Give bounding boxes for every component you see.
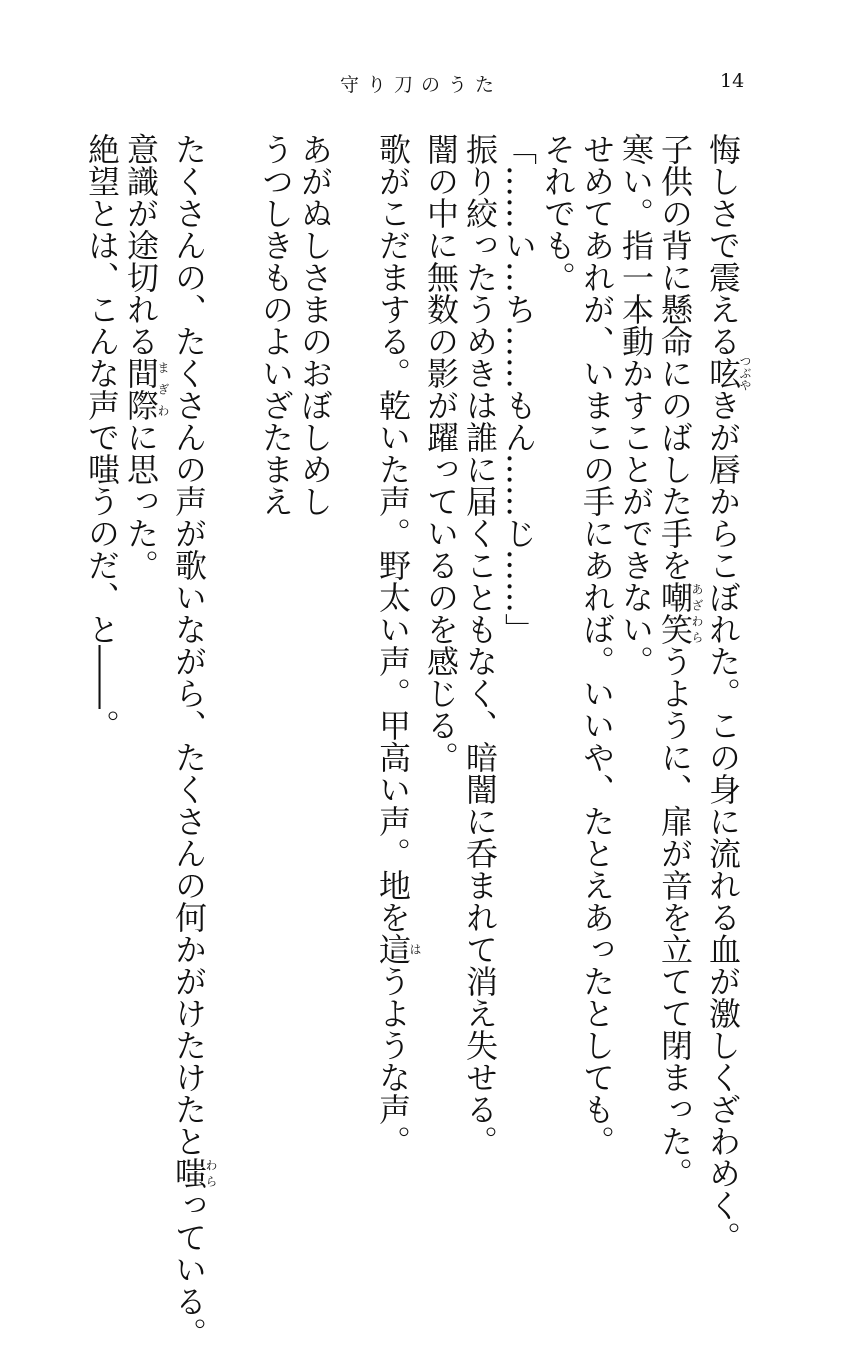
ruby-reading: わら bbox=[204, 1157, 218, 1189]
line-text-before: 意識が途切れる bbox=[122, 133, 160, 357]
line-text-before: 悔しさで震える bbox=[704, 133, 742, 357]
line-text: 振り絞ったうめきは誰に届くこともなく、暗闇に呑まれて消え失せる。 bbox=[461, 133, 499, 1157]
text-line bbox=[421, 133, 460, 1113]
ruby-base: 間際 bbox=[122, 357, 160, 421]
ruby-annotation bbox=[122, 357, 170, 421]
text-line bbox=[460, 133, 499, 1157]
body-text bbox=[82, 133, 752, 1349]
line-text: 絶望とは、こんな声で嗤うのだ、と――。 bbox=[83, 133, 121, 741]
ruby-annotation bbox=[374, 933, 422, 965]
text-line bbox=[655, 133, 704, 1189]
line-text: 「……い…ち……もん……じ……」 bbox=[500, 133, 538, 645]
text-line bbox=[538, 133, 577, 1113]
line-text: せめてあれが、いまこの手にあれば。いいや、たとえあったとしても。 bbox=[578, 133, 616, 1157]
ruby-reading: は bbox=[408, 933, 422, 965]
text-line bbox=[577, 133, 616, 1157]
text-line bbox=[82, 133, 121, 1113]
ruby-reading: つぶや bbox=[738, 355, 752, 391]
line-text: うつしきものよいざたまえ bbox=[257, 133, 295, 517]
ruby-base: 呟 bbox=[704, 355, 742, 391]
line-text: あがぬしさまのおぼしめし bbox=[296, 133, 334, 517]
blank-line bbox=[217, 133, 256, 1113]
running-title: 守り刀のうた bbox=[340, 74, 503, 96]
text-line bbox=[169, 133, 218, 1349]
page-number: 14 bbox=[720, 70, 745, 92]
text-line bbox=[121, 133, 169, 1113]
ruby-base: 嗤 bbox=[170, 1157, 208, 1189]
line-text: それでも。 bbox=[539, 133, 577, 293]
blank-line bbox=[334, 133, 373, 1113]
ruby-annotation bbox=[170, 1157, 218, 1189]
text-line bbox=[616, 133, 655, 1113]
line-text-before: 歌がこだまする。乾いた声。野太い声。甲高い声。地を bbox=[374, 133, 412, 933]
line-text-after: っている。 bbox=[170, 1189, 208, 1349]
text-line bbox=[703, 133, 752, 1253]
line-text-after: うように、扉が音を立てて閉まった。 bbox=[656, 645, 694, 1189]
line-text-after: うような声。 bbox=[374, 965, 412, 1157]
line-text-after: きが唇からこぼれた。この身に流れる血が激しくざわめく。 bbox=[704, 389, 742, 1253]
ruby-reading: まぎわ bbox=[156, 357, 170, 421]
ruby-annotation bbox=[704, 355, 752, 391]
ruby-base: 這 bbox=[374, 933, 412, 965]
ruby-base: 嘲笑 bbox=[656, 581, 694, 645]
text-line bbox=[295, 133, 334, 1113]
line-text: 闇の中に無数の影が躍っているのを感じる。 bbox=[422, 133, 460, 773]
text-line bbox=[256, 133, 295, 1113]
ruby-reading: あざわら bbox=[690, 581, 704, 645]
ruby-annotation bbox=[656, 581, 704, 645]
line-text: 寒い。指一本動かすことができない。 bbox=[617, 133, 655, 677]
text-line bbox=[499, 133, 538, 1113]
line-text-before: たくさんの、たくさんの声が歌いながら、たくさんの何かがけたけたと bbox=[170, 133, 208, 1157]
line-text-after: に思った。 bbox=[122, 421, 160, 581]
text-line bbox=[373, 133, 422, 1157]
line-text-before: 子供の背に懸命にのばした手を bbox=[656, 133, 694, 581]
